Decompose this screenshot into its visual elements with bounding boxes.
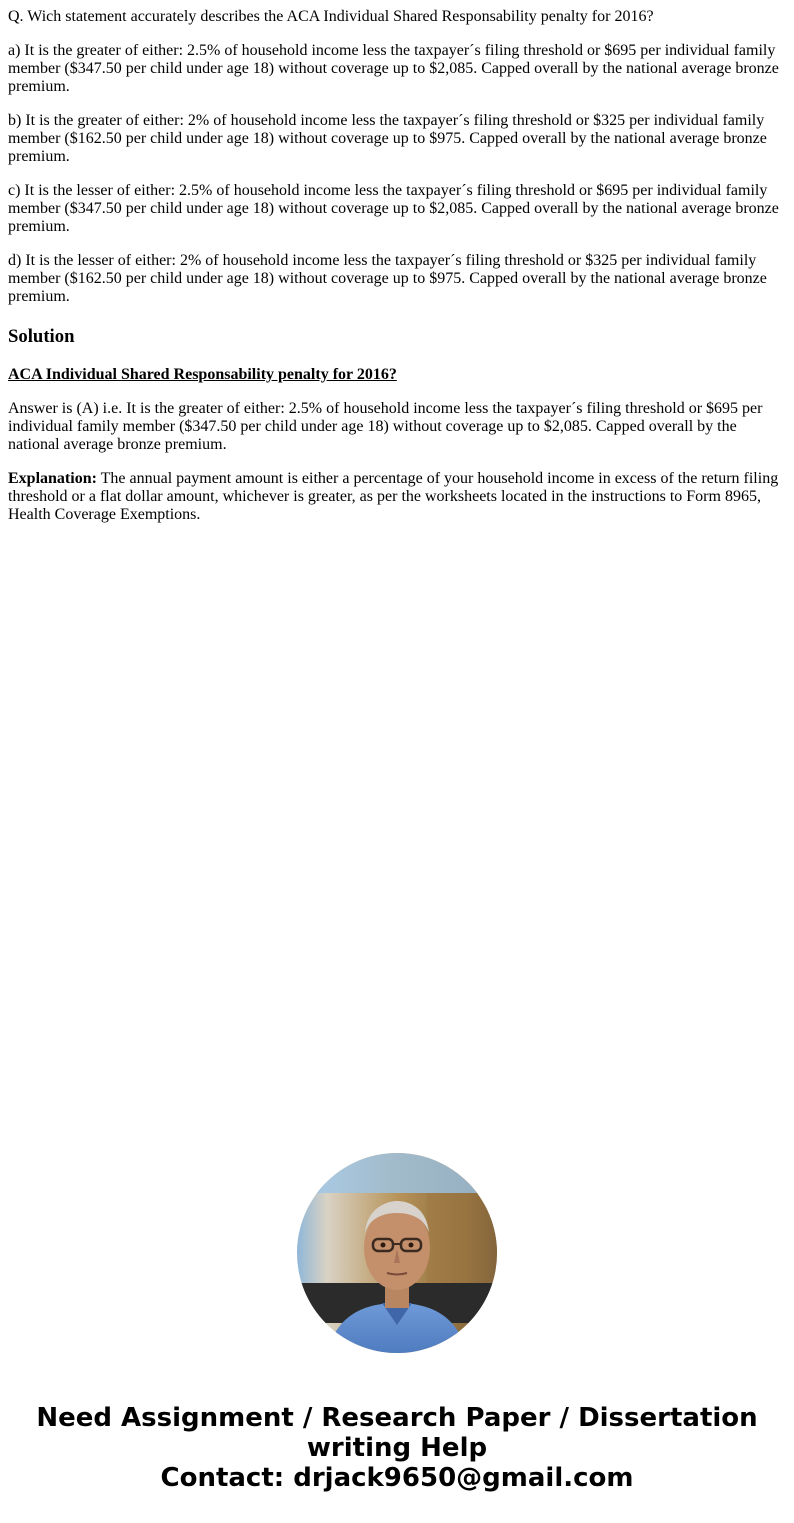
avatar-photo-illustration (297, 1153, 497, 1353)
explanation-text: The annual payment amount is either a percentage of your household income in excess of the return filing threshold or a flat dollar amount, whichever is greater, as per the worksheets located in the instructions to Form 8965, Health Coverage Exemptions. (8, 470, 779, 523)
promo-line-2: writing Help (306, 1433, 488, 1463)
promo-banner (0, 1403, 794, 1493)
document-content (8, 8, 786, 540)
answer-text: Answer is (A) i.e. It is the greater of either: 2.5% of household income less the taxpayer´s filing threshold or $695 per individual family member ($347.50 per child under age 18) without coverage up to $2,085. Capped overall by the national average bronze premium. (8, 400, 763, 453)
promo-line-1: Need Assignment / Research Paper / Dissertation (36, 1403, 758, 1433)
option-d: d) It is the lesser of either: 2% of household income less the taxpayer´s filing threshold or $325 per individual family member ($162.50 per child under age 18) without coverage up to $975. Capped overall by the national average bronze premium. (8, 252, 767, 305)
option-c: c) It is the lesser of either: 2.5% of household income less the taxpayer´s filing threshold or $695 per individual family member ($347.50 per child under age 18) without coverage up to $2,085. Capped overall by the national average bronze premium. (8, 182, 779, 235)
option-a: a) It is the greater of either: 2.5% of household income less the taxpayer´s filing threshold or $695 per individual family member ($347.50 per child under age 18) without coverage up to $2,085. Capped overall by the national average bronze premium. (8, 42, 779, 95)
avatar (297, 1153, 497, 1353)
solution-subheading: ACA Individual Shared Responsability penalty for 2016? (8, 366, 397, 383)
promo-contact: Contact: drjack9650@gmail.com (160, 1463, 634, 1493)
explanation-label: Explanation: (8, 470, 97, 487)
question-text: Q. Wich statement accurately describes the ACA Individual Shared Responsability penalty for 2016? (8, 8, 654, 25)
solution-heading: Solution (8, 326, 75, 347)
option-b: b) It is the greater of either: 2% of household income less the taxpayer´s filing threshold or $325 per individual family member ($162.50 per child under age 18) without coverage up to $975. Capped overall by the national average bronze premium. (8, 112, 767, 165)
explanation-paragraph (8, 470, 786, 524)
